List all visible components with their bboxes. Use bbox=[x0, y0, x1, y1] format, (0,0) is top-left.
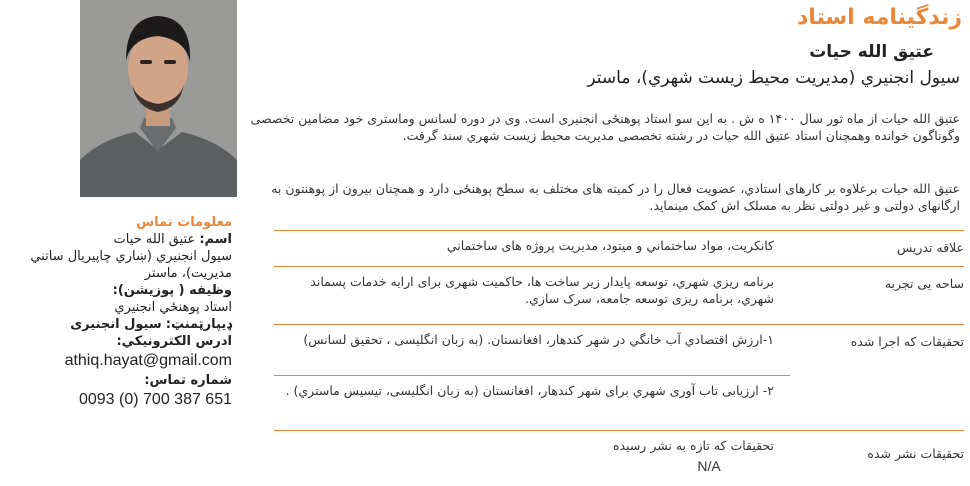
details-table bbox=[274, 230, 964, 482]
contact-info bbox=[6, 214, 232, 411]
contact-degree: سیول انجنیري (ښاري چاپیریال ساتني مدیریت)، ماستر bbox=[30, 249, 232, 281]
contact-name-value: عتیق الله حیات bbox=[113, 232, 196, 247]
contact-department-line bbox=[6, 316, 232, 333]
contact-department-label: ډیپارټمنټ: bbox=[165, 317, 232, 332]
contact-email-label: ادرس الکترونیکي: bbox=[116, 334, 232, 349]
row-key bbox=[790, 376, 964, 430]
row-key: تحقیقات نشر شده bbox=[867, 446, 964, 461]
bio-paragraph-1: عتیق الله حیات از ماه ثور سال ۱۴۰۰ ه ش . به این سو استاد پوهنځی انجنیری است. وی در دوره لسانس وماستری خود مضامین تخصصی وگوناگون خوانده وهمچنان استاد عتیق الله حیات در رشته تخصصی مدیریت محیط زیست شهري سند گرفت. bbox=[250, 111, 960, 143]
row-value bbox=[274, 430, 790, 482]
table-row bbox=[274, 430, 964, 482]
row-value: برنامه ریزي شهري، توسعه پایدار زیر ساخت ها، حاکمیت شهری برای ارایه خدمات پسماند شهري، برنامه ریزی توسعه جامعه، سرک سازي. bbox=[274, 266, 790, 324]
professor-degree: سیول انجنیري (مدیریت محیط زیست شهري)، ماستر bbox=[587, 68, 960, 88]
contact-department-value: سیول انجنیری bbox=[70, 317, 162, 332]
row-value: ۱-ارزش اقتصادي آب خانگي در شهر کندهار، افغانستان. (به زبان انگلیسی ، تحقیق لسانس) bbox=[274, 324, 790, 376]
contact-phone: 0093 (0) 700 387 651 bbox=[78, 391, 232, 408]
published-research-label: تحقیقات که تازه به نشر رسیده bbox=[612, 438, 774, 453]
contact-position-label: وظیفه ( پوزیشن): bbox=[112, 283, 232, 298]
contact-title: معلومات تماس bbox=[136, 215, 232, 230]
contact-name-label: اسم: bbox=[199, 232, 232, 247]
table-row bbox=[274, 324, 964, 376]
page-title: زندگینامه استاد bbox=[797, 5, 962, 30]
row-key: علاقه تدریس bbox=[896, 240, 964, 255]
profile-photo bbox=[80, 0, 237, 197]
contact-phone-label: شماره تماس: bbox=[144, 373, 232, 388]
contact-position-value: استاد پوهنځي انجنيري bbox=[114, 300, 232, 315]
table-row bbox=[274, 376, 964, 430]
row-key: تحقیقات که اجرا شده bbox=[850, 334, 964, 349]
row-value: ۲- ارزیابی تاب آوری شهري برای شهر کندهار، افغانستان (به زبان انگلیسی، تیسیس ماستري) . bbox=[274, 375, 790, 430]
row-key: ساحه یی تجربه bbox=[884, 276, 964, 291]
published-research-na: N/A bbox=[697, 458, 721, 474]
professor-name: عتیق الله حیات bbox=[809, 42, 934, 62]
contact-name-line bbox=[6, 231, 232, 248]
bio-paragraph-2: عتیق الله حیات برعلاوه بر کارهای استادي، عضویت فعال را در کمیته های مختلف به سطح پوهنځی دارد و همچنان بیرون از پوهنتون به ارگانهای دولتی و غیر دولتی نظر به مسلک اش کمک مینماید. bbox=[271, 181, 960, 213]
row-value: کانکریت، مواد ساختماني و میتود، مدیریت پروژه های ساختماني bbox=[274, 230, 790, 266]
table-row bbox=[274, 230, 964, 266]
portrait-image bbox=[80, 0, 237, 197]
table-row bbox=[274, 266, 964, 324]
contact-email[interactable]: athiq.hayat@gmail.com bbox=[64, 352, 232, 369]
